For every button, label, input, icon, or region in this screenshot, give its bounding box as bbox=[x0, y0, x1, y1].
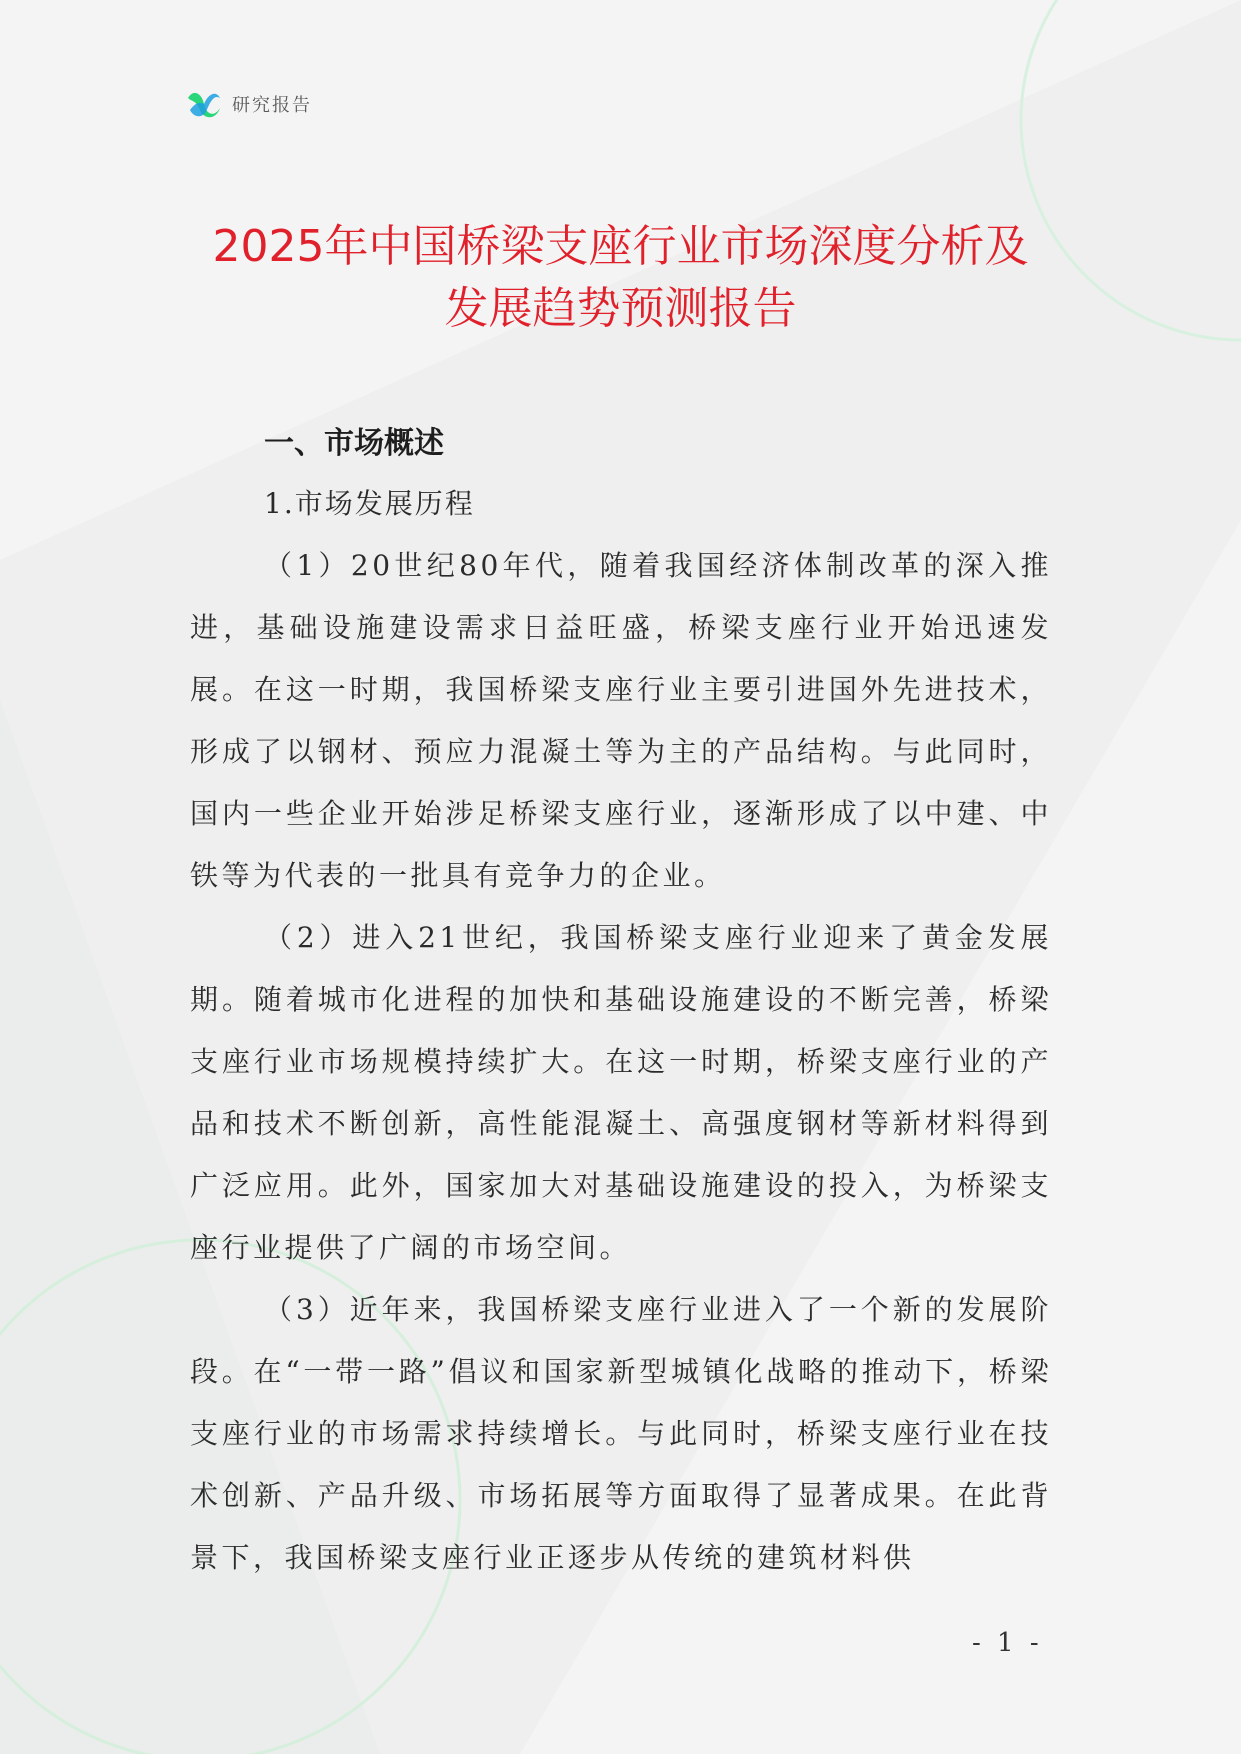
section-heading: 一、市场概述 bbox=[264, 426, 444, 461]
document-body bbox=[190, 415, 1052, 1589]
paragraph-2: （2）进入21世纪，我国桥梁支座行业迎来了黄金发展期。随着城市化进程的加快和基础设施建设的不断完善，桥梁支座行业市场规模持续扩大。在这一时期，桥梁支座行业的产品和技术不断创新，高性能混凝土、高强度钢材等新材料得到广泛应用。此外，国家加大对基础设施建设的投入，为桥梁支座行业提供了广阔的市场空间。 bbox=[190, 921, 1052, 1264]
page-number: - 1 - bbox=[972, 1628, 1043, 1658]
paragraph-1: （1）20世纪80年代，随着我国经济体制改革的深入推进，基础设施建设需求日益旺盛，桥梁支座行业开始迅速发展。在这一时期，我国桥梁支座行业主要引进国外先进技术，形成了以钢材、预应力混凝土等为主的产品结构。与此同时，国内一些企业开始涉足桥梁支座行业，逐渐形成了以中建、中铁等为代表的一批具有竞争力的企业。 bbox=[190, 549, 1052, 892]
subsection-heading: 1.市场发展历程 bbox=[264, 487, 475, 520]
brand-logo-icon bbox=[186, 88, 222, 120]
report-title bbox=[0, 216, 1241, 340]
title-line-2: 发展趋势预测报告 bbox=[444, 283, 797, 334]
paragraph-3: （3）近年来，我国桥梁支座行业进入了一个新的发展阶段。在“一带一路”倡议和国家新型城镇化战略的推动下，桥梁支座行业的市场需求持续增长。与此同时，桥梁支座行业在技术创新、产品升级、市场拓展等方面取得了显著成果。在此背景下，我国桥梁支座行业正逐步从传统的建筑材料供 bbox=[190, 1293, 1052, 1574]
report-header bbox=[186, 88, 312, 120]
header-label: 研究报告 bbox=[232, 95, 312, 116]
title-line-1: 2025年中国桥梁支座行业市场深度分析及 bbox=[212, 221, 1029, 272]
